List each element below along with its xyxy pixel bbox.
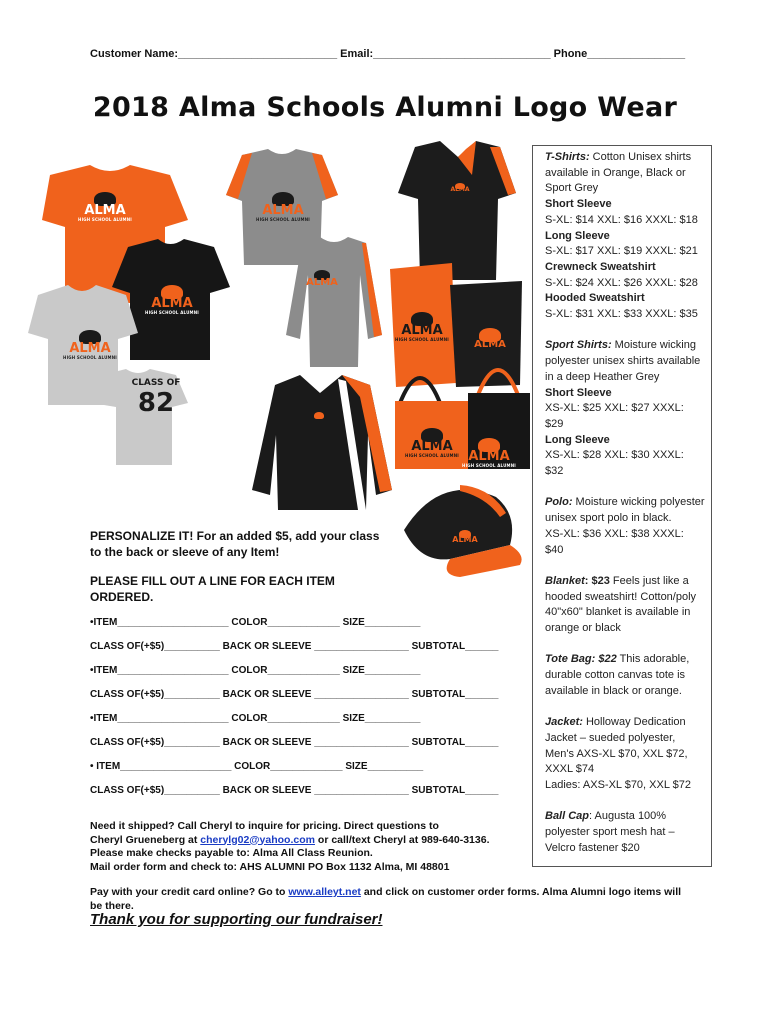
order-item-row-2[interactable]: •ITEM____________________ COLOR_____________ SIZE__________ [90,665,421,676]
logo-print: ALMA HIGH SCHOOL ALUMNI [392,312,452,342]
sport-shirts-info: Sport Shirts: Moisture wicking polyester unisex shirts available in a deep Heather Grey Short Sleeve XS-XL: $25 XXL: $27 XXXL: $29 Long Sleeve XS-XL: $28 XXL: $30 XXXL: $32 [545,339,701,478]
shipping-line-4: Mail order form and check to: AHS ALUMNI PO Box 1132 Alma, MI 48801 [90,860,450,873]
phone-field[interactable]: Phone________________ [553,48,686,60]
logo-print: ALMA [440,183,480,193]
order-item-row-3[interactable]: •ITEM____________________ COLOR_____________ SIZE__________ [90,713,421,724]
grey-longsleeve-image [286,237,382,367]
fill-instructions: PLEASE FILL OUT A LINE FOR EACH ITEM ORDERED. [90,574,335,604]
cap-info: Ball Cap: Augusta 100% polyester sport mesh hat – Velcro fastener $20 [545,810,675,854]
jacket-image [252,375,392,510]
order-class-row-2[interactable]: CLASS OF(+$5)__________ BACK OR SLEEVE _________________ SUBTOTAL______ [90,689,499,700]
thank-you-note: Thank you for supporting our fundraiser! [90,911,383,928]
logo-print: ALMA HIGH SCHOOL ALUMNI [248,192,318,222]
logo-print: ALMA HIGH SCHOOL ALUMNI [55,330,125,360]
logo-print: ALMA HIGH SCHOOL ALUMNI [461,438,517,468]
shipping-info [90,820,530,874]
tshirts-info: T-Shirts: Cotton Unisex shirts available in Orange, Black or Sport Grey Short Sleeve S-XL: $14 XXL: $16 XXXL: $18 Long Sleeve S-XL: $17 XXL: $19 XXXL: $21 Crewneck Sweatshirt S-XL: $24 XXL: $26 XXXL: $28 Hooded Sweatshirt S-XL: $31 XXL: $33 XXXL: $35 [545,151,698,321]
shipping-line-3: Please make checks payable to: Alma All Class Reunion. [90,847,373,859]
shipping-line-2: Cheryl Grueneberg at cherylg02@yahoo.com or call/text Cheryl at 989-640-3136. [90,833,490,846]
product-info-panel [532,145,712,867]
logo-print: ALMA [292,270,352,288]
shipping-line-1: Need it shipped? Call Cheryl to inquire for pricing. Direct questions to [90,820,439,832]
blanket-info: Blanket: $23 Feels just like a hooded sweatshirt! Cotton/poly 40"x60" blanket is available in orange or black [545,574,697,635]
header-fields [90,48,685,60]
logo-print [304,412,334,417]
polo-info: Polo: Moisture wicking polyester unisex sport polo in black. XS-XL: $36 XXL: $38 XXXL: $40 [545,496,705,556]
order-class-row-1[interactable]: CLASS OF(+$5)__________ BACK OR SLEEVE _________________ SUBTOTAL______ [90,641,499,652]
order-class-row-4[interactable]: CLASS OF(+$5)__________ BACK OR SLEEVE _________________ SUBTOTAL______ [90,785,499,796]
tote-info: Tote Bag: $22 This adorable, durable cotton canvas tote is available in black or orange. [545,653,690,697]
email-field[interactable]: Email:_____________________________ [340,48,551,60]
logo-print: ALMA HIGH SCHOOL ALUMNI [60,192,150,222]
jacket-info: Jacket: Holloway Dedication Jacket – sueded polyester, Men's AXS-XL $70, XXL $72, XXXL $74 Ladies: AXS-XL $70, XXL $72 [545,716,691,792]
logo-print: ALMA HIGH SCHOOL ALUMNI [132,285,212,315]
page-title: 2018 Alma Schools Alumni Logo Wear [92,92,678,123]
logo-print: ALMA [465,328,515,350]
logo-print: ALMA HIGH SCHOOL ALUMNI [402,428,462,458]
personalize-note: PERSONALIZE IT! For an added $5, add your class to the back or sleeve of any Item! [90,529,380,559]
logo-print: ALMA [445,530,485,544]
website-link[interactable]: www.alleyt.net [288,886,361,898]
order-class-row-3[interactable]: CLASS OF(+$5)__________ BACK OR SLEEVE _________________ SUBTOTAL______ [90,737,499,748]
payment-info: Pay with your credit card online? Go to www.alleyt.net and click on customer order forms. Alma Alumni logo items will be there. [90,886,682,912]
customer-name-field[interactable]: Customer Name:__________________________ [90,48,338,60]
order-item-row-1[interactable]: •ITEM____________________ COLOR_____________ SIZE__________ [90,617,421,628]
email-link[interactable]: cherylg02@yahoo.com [200,833,315,846]
class-of-back-print: CLASS OF 82 [131,378,181,418]
black-polo-image [398,141,516,280]
order-item-row-4[interactable]: • ITEM____________________ COLOR_____________ SIZE__________ [90,761,424,772]
